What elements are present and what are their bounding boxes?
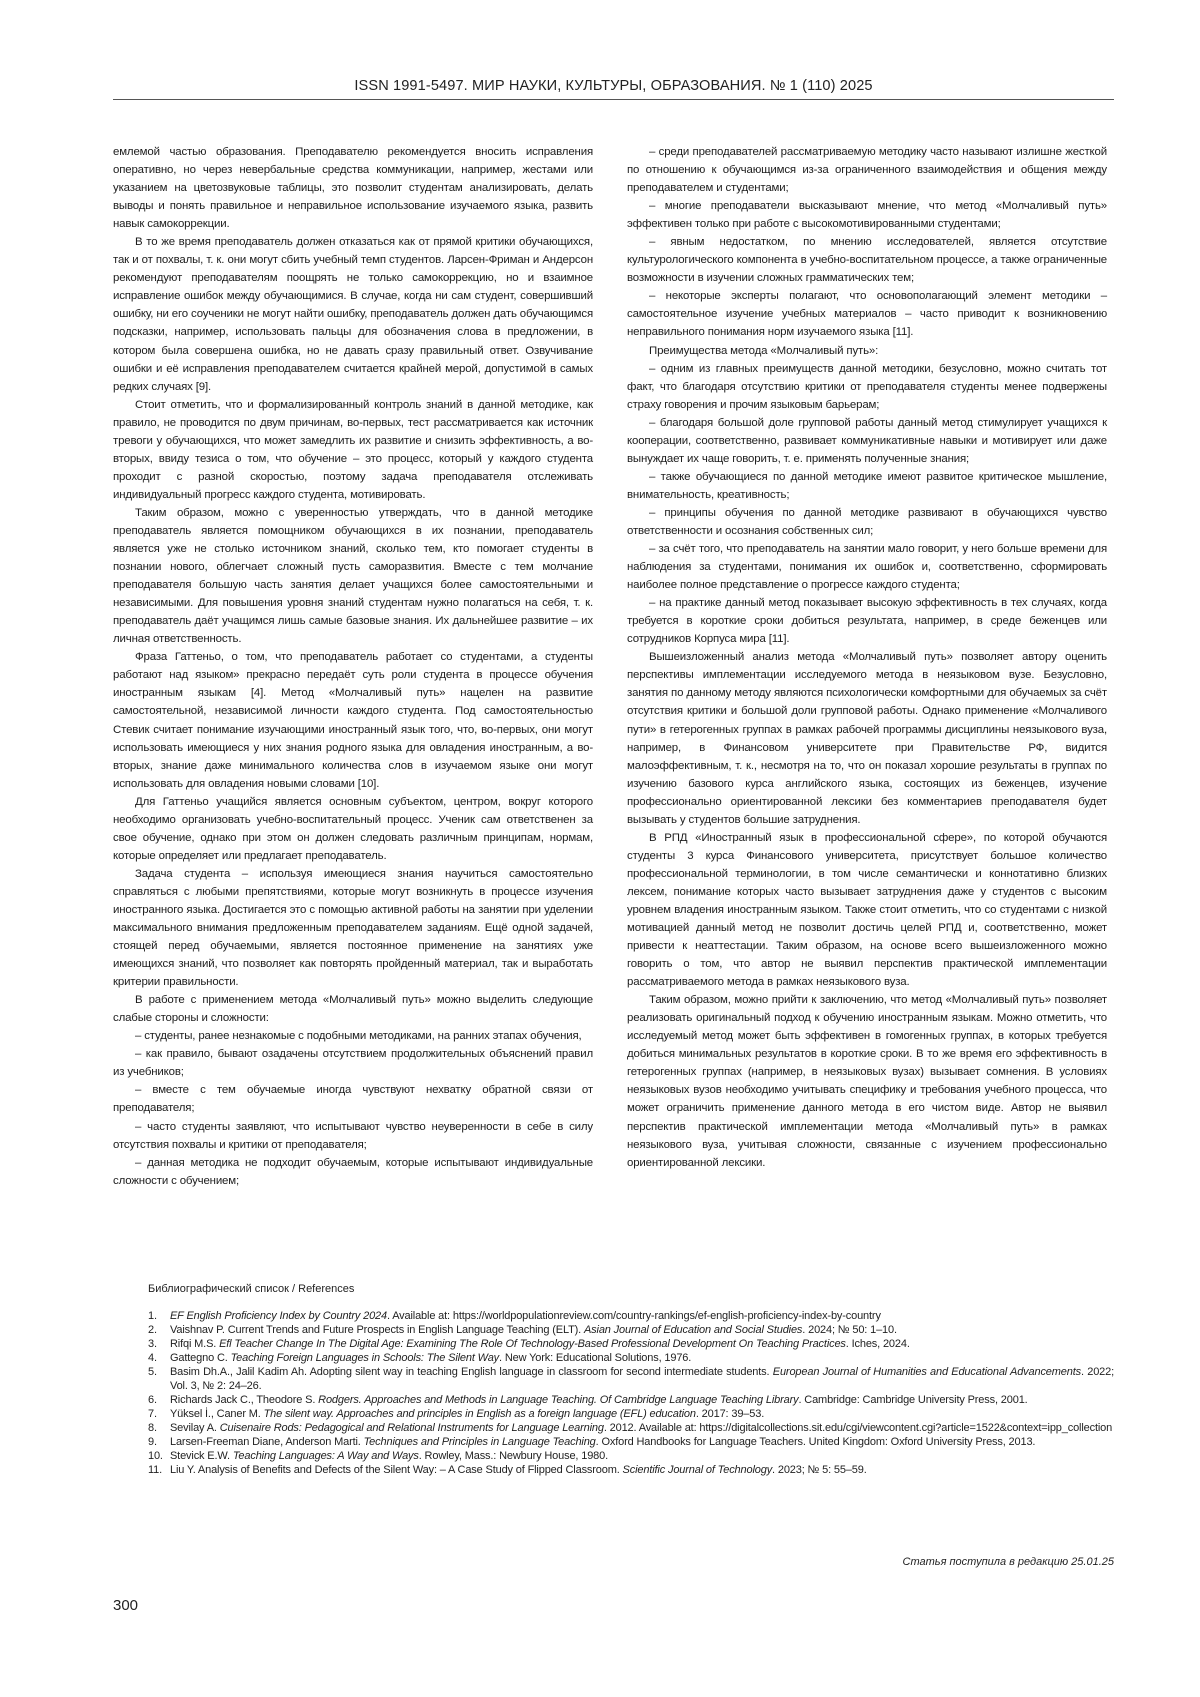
right-list-item: – явным недостатком, по мнению исследователей, является отсутствие культурологического компонента в учебно-воспитательном процессе, а также ограниченные возможности в изучении сложных грамматических тем; bbox=[627, 233, 1107, 287]
reference-lead: Stevick E.W. bbox=[170, 1450, 233, 1462]
reference-title: EF English Proficiency Index by Country 2024 bbox=[170, 1310, 387, 1322]
left-paragraph: В то же время преподаватель должен отказаться как от прямой критики обучающихся, так и от похвалы, т. к. они могут сбить учебный темп студентов. Ларсен-Фриман и Андерсон рекомендуют преподавателям поощрять не только самокоррекцию, но и взаимное исправление ошибок между обучающимися. В случае, когда ни сам студент, совершивший ошибку, ни его соученики не могут найти ошибку, преподаватель должен дать обучающимся подсказки, например, использовать пальцы для обозначения слова в предложении, в котором была совершена ошибка, но не давать сразу правильный ответ. Озвучивание ошибки и её исправления преподавателем считается крайней мерой, допустимой в самых редких случаях [9]. bbox=[113, 233, 593, 395]
left-list-item: – часто студенты заявляют, что испытывают чувство неуверенности в себе в силу отсутствия похвалы и критики от преподавателя; bbox=[113, 1118, 593, 1154]
reference-number: 8. bbox=[148, 1421, 157, 1435]
reference-title: Teaching Foreign Languages in Schools: The Silent Way bbox=[231, 1352, 499, 1364]
left-paragraph: Фраза Гаттеньо, о том, что преподаватель работает со студентами, а студенты работают над языком» прекрасно передаёт суть роли студента в процессе обучения иностранным языкам [4]. Метод «Молчаливый путь» нацелен на развитие самостоятельной, независимой личности каждого студента. Под самостоятельностью Стевик считает понимание изучающими иностранный язык того, что, во-первых, они могут использовать имеющиеся у них знания родного языка для овладения иностранным, а во-вторых, знание даже минимального количества слов в изучаемом языке они могут использовать для овладения новыми словами [10]. bbox=[113, 648, 593, 792]
reference-tail: . 2012. Available at: https://digitalcollections.sit.edu/cgi/viewcontent.cgi?article=1522&context=ipp_collection bbox=[604, 1422, 1112, 1434]
reference-tail: . Iches, 2024. bbox=[846, 1338, 910, 1350]
reference-number: 3. bbox=[148, 1337, 157, 1351]
reference-tail: . 2017: 39–53. bbox=[696, 1408, 764, 1420]
right-list-item: – среди преподавателей рассматриваемую методику часто называют излишне жесткой по отношению к обучающимся из-за ограниченного взаимодействия и общения между преподавателем и студентами; bbox=[627, 143, 1107, 197]
reference-number: 6. bbox=[148, 1393, 157, 1407]
reference-tail: . 2022; Vol. 3, № 2: 24–26. bbox=[170, 1366, 1114, 1392]
reference-tail: . New York: Educational Solutions, 1976. bbox=[499, 1352, 691, 1364]
references-list bbox=[148, 1309, 1114, 1477]
right-list-item: – одним из главных преимуществ данной методики, безусловно, можно считать тот факт, что благодаря отсутствию критики от преподавателя студенты менее подвержены страху говорения и прочим языковым барьерам; bbox=[627, 360, 1107, 414]
reference-title: The silent way. Approaches and principles in English as a foreign language (EFL) education bbox=[264, 1408, 696, 1420]
reference-tail: . Oxford Handbooks for Language Teachers. United Kingdom: Oxford University Press, 2013. bbox=[596, 1436, 1036, 1448]
reference-item bbox=[148, 1435, 1114, 1449]
reference-item bbox=[148, 1351, 1114, 1365]
left-paragraph: Стоит отметить, что и формализированный контроль знаний в данной методике, как правило, не проводится по двум причинам, во-первых, тест рассматривается как источник тревоги у обучающихся, что может замедлить их развитие и снизить эффективность, а во-вторых, ввиду тезиса о том, что обучение – это процесс, который у каждого студента проходит с разной скоростью, поэтому задача преподавателя отслеживать индивидуальный прогресс каждого студента, мотивировать. bbox=[113, 396, 593, 504]
reference-tail: . Rowley, Mass.: Newbury House, 1980. bbox=[419, 1450, 608, 1462]
reference-item bbox=[148, 1421, 1114, 1435]
reference-item bbox=[148, 1449, 1114, 1463]
reference-title: Scientific Journal of Technology bbox=[623, 1464, 773, 1476]
reference-item bbox=[148, 1463, 1114, 1477]
reference-lead: Sevilay A. bbox=[170, 1422, 220, 1434]
reference-title: European Journal of Humanities and Educational Advancements bbox=[773, 1366, 1081, 1378]
right-list-item: – благодаря большой доле групповой работы данный метод стимулирует учащихся к кооперации, соответственно, развивает коммуникативные навыки и мотивирует или даже вынуждает их чаще говорить, т. е. применять полученные знания; bbox=[627, 414, 1107, 468]
references-heading: Библиографический список / References bbox=[148, 1283, 354, 1295]
left-paragraph: Задача студента – используя имеющиеся знания научиться самостоятельно справляться с любыми препятствиями, которые могут возникнуть в процессе изучения иностранного языка. Достигается это с помощью активной работы на занятии при уделении максимального внимания предложенным преподавателем заданиям. Ещё одной задачей, стоящей перед обучаемыми, является постоянное применение на занятиях уже имеющихся знаний, что позволяет как повторять пройденный материал, так и выработать критерии правильности. bbox=[113, 865, 593, 991]
reference-number: 7. bbox=[148, 1407, 157, 1421]
right-paragraph: В РПД «Иностранный язык в профессиональной сфере», по которой обучаются студенты 3 курса Финансового университета, присутствует большое количество профессиональной терминологии, в том числе семантически и коннотативно близких лексем, понимание которых часто вызывает затруднения даже у студентов с высоким уровнем владения иностранным языком. Также стоит отметить, что со студентами с низкой мотивацией данный метод не позволит достичь целей РПД и, соответственно, может привести к неаттестации. Таким образом, на основе всего вышеизложенного можно говорить о том, что автор не выявил перспектив практической имплементации рассматриваемого метода в рамках неязыкового вуза. bbox=[627, 829, 1107, 991]
reference-lead: Liu Y. Analysis of Benefits and Defects of the Silent Way: – A Case Study of Flipped Classroom. bbox=[170, 1464, 623, 1476]
reference-number: 5. bbox=[148, 1365, 157, 1379]
left-paragraph: В работе с применением метода «Молчаливый путь» можно выделить следующие слабые стороны и сложности: bbox=[113, 991, 593, 1027]
page-number: 300 bbox=[113, 1597, 138, 1614]
header-divider bbox=[113, 99, 1114, 100]
reference-title: Techniques and Principles in Language Teaching bbox=[364, 1436, 596, 1448]
reference-item bbox=[148, 1365, 1114, 1393]
left-list-item: – вместе с тем обучаемые иногда чувствуют нехватку обратной связи от преподавателя; bbox=[113, 1081, 593, 1117]
reference-number: 1. bbox=[148, 1309, 157, 1323]
reference-number: 2. bbox=[148, 1323, 157, 1337]
reference-lead: Larsen-Freeman Diane, Anderson Marti. bbox=[170, 1436, 364, 1448]
reference-lead: Gattegno C. bbox=[170, 1352, 231, 1364]
left-column bbox=[113, 143, 593, 1190]
right-paragraph: Таким образом, можно прийти к заключению, что метод «Молчаливый путь» позволяет реализовать оригинальный подход к обучению иностранным языкам. Можно отметить, что исследуемый метод может быть эффективен в гомогенных группах, в которых требуется добиться минимальных результатов в короткие сроки. В то же время его эффективность в гетерогенных группах (например, в неязыковых вузах) вызывает сомнения. В условиях неязыковых вузов необходимо учитывать специфику и требования учебного процесса, что может ограничить применение данного метода в его чистом виде. Автор не выявил перспектив практической имплементации метода «Молчаливый путь» в рамках неязыкового вуза, учитывая сложности, связанные с изучением профессионально ориентированной лексики. bbox=[627, 991, 1107, 1171]
received-date-note: Статья поступила в редакцию 25.01.25 bbox=[903, 1556, 1114, 1568]
journal-header: ISSN 1991-5497. МИР НАУКИ, КУЛЬТУРЫ, ОБРАЗОВАНИЯ. № 1 (110) 2025 bbox=[113, 78, 1114, 94]
reference-tail: . 2023; № 5: 55–59. bbox=[772, 1464, 867, 1476]
left-list-item: – данная методика не подходит обучаемым, которые испытывают индивидуальные сложности с обучением; bbox=[113, 1154, 593, 1190]
reference-title: Rodgers. Approaches and Methods in Language Teaching. Of Cambridge Language Teaching Library bbox=[318, 1394, 798, 1406]
right-list-item: – многие преподаватели высказывают мнение, что метод «Молчаливый путь» эффективен только при работе с высокомотивированными студентами; bbox=[627, 197, 1107, 233]
right-list-item: – также обучающиеся по данной методике имеют развитое критическое мышление, внимательность, креативность; bbox=[627, 468, 1107, 504]
reference-item bbox=[148, 1393, 1114, 1407]
right-paragraph: Вышеизложенный анализ метода «Молчаливый путь» позволяет автору оценить перспективы имплементации исследуемого метода в неязыковом вузе. Безусловно, занятия по данному методу являются психологически комфортными для обучаемых за счёт отсутствия критики и большой доли групповой работы. Однако применение «Молчаливого пути» в гетерогенных группах в рамках рабочей программы дисциплины неязыкового вуза, например, в Финансовом университете при Правительстве РФ, видится малоэффективным, т. к., несмотря на то, что он показал хорошие результаты в группах по изучению базового курса английского языка, состоящих из беженцев, изучение профессионально ориентированной лексики без комментариев преподавателя будет вызывать у студентов большие затруднения. bbox=[627, 648, 1107, 828]
reference-number: 9. bbox=[148, 1435, 157, 1449]
reference-title: Cuisenaire Rods: Pedagogical and Relational Instruments for Language Learning bbox=[220, 1422, 604, 1434]
right-list-item: – за счёт того, что преподаватель на занятии мало говорит, у него больше времени для наблюдения за студентами, понимания их ошибок и, соответственно, сформировать наиболее полное представление о прогрессе каждого студента; bbox=[627, 540, 1107, 594]
left-list-item: – как правило, бывают озадачены отсутствием продолжительных объяснений правил из учебников; bbox=[113, 1045, 593, 1081]
reference-number: 10. bbox=[148, 1449, 163, 1463]
right-paragraph: Преимущества метода «Молчаливый путь»: bbox=[627, 342, 1107, 360]
reference-item bbox=[148, 1337, 1114, 1351]
reference-number: 11. bbox=[148, 1463, 162, 1477]
reference-tail: . Cambridge: Cambridge University Press, 2001. bbox=[798, 1394, 1027, 1406]
left-paragraph: Для Гаттеньо учащийся является основным субъектом, центром, вокруг которого необходимо организовать учебно-воспитательный процесс. Ученик сам ответственен за свое обучение, однако при этом он должен следовать различным принципам, нормам, которые определяет или предлагает преподаватель. bbox=[113, 793, 593, 865]
reference-lead: Basim Dh.A., Jalil Kadim Ah. Adopting silent way in teaching English language in classroom for second intermediate students. bbox=[170, 1366, 773, 1378]
right-column bbox=[627, 143, 1107, 1172]
left-paragraph: Таким образом, можно с уверенностью утверждать, что в данной методике преподаватель является помощником обучающихся в их познании, преподаватель является уже не столько источником знаний, сколько тем, кто помогает студенты в познании нового, облегчает сложный пусть саморазвития. Вместе с тем молчание преподавателя большую часть занятия делает учащихся более самостоятельными и независимыми. Для повышения уровня знаний студентам нужно полагаться на себя, т. к. преподаватель даёт учащимся лишь самые базовые знания. Их дальнейшее развитие – их личная ответственность. bbox=[113, 504, 593, 648]
reference-title: Asian Journal of Education and Social Studies bbox=[584, 1324, 802, 1336]
reference-tail: . Available at: https://worldpopulationreview.com/country-rankings/ef-english-proficiency-index-by-country bbox=[387, 1310, 881, 1322]
reference-tail: . 2024; № 50: 1–10. bbox=[802, 1324, 897, 1336]
left-paragraph: емлемой частью образования. Преподавателю рекомендуется вносить исправления оперативно, но через невербальные средства коммуникации, например, жестами или указанием на цветозвуковые таблицы, это позволит студентам анализировать, делать выводы и понять правильное и неправильное использование изучаемого языка, развить навык самокоррекции. bbox=[113, 143, 593, 233]
reference-lead: Rifqi M.S. bbox=[170, 1338, 219, 1350]
reference-item bbox=[148, 1407, 1114, 1421]
right-list-item: – принципы обучения по данной методике развивают в обучающихся чувство ответственности и осознания собственных сил; bbox=[627, 504, 1107, 540]
reference-lead: Yüksel İ., Caner M. bbox=[170, 1408, 264, 1420]
reference-number: 4. bbox=[148, 1351, 157, 1365]
reference-item bbox=[148, 1309, 1114, 1323]
reference-item bbox=[148, 1323, 1114, 1337]
right-list-item: – некоторые эксперты полагают, что основополагающий элемент методики – самостоятельное изучение учебных материалов – часто приводит к возникновению неправильного понимания норм изучаемого языка [11]. bbox=[627, 287, 1107, 341]
reference-title: Teaching Languages: A Way and Ways bbox=[233, 1450, 419, 1462]
reference-lead: Richards Jack C., Theodore S. bbox=[170, 1394, 318, 1406]
reference-lead: Vaishnav P. Current Trends and Future Prospects in English Language Teaching (ELT). bbox=[170, 1324, 584, 1336]
left-list-item: – студенты, ранее незнакомые с подобными методиками, на ранних этапах обучения, bbox=[113, 1027, 593, 1045]
reference-title: Efl Teacher Change In The Digital Age: Examining The Role Of Technology-Based Professional Development On Teaching Practices bbox=[219, 1338, 846, 1350]
right-list-item: – на практике данный метод показывает высокую эффективность в тех случаях, когда требуется в короткие сроки добиться результата, например, в среде беженцев или сотрудников Корпуса мира [11]. bbox=[627, 594, 1107, 648]
